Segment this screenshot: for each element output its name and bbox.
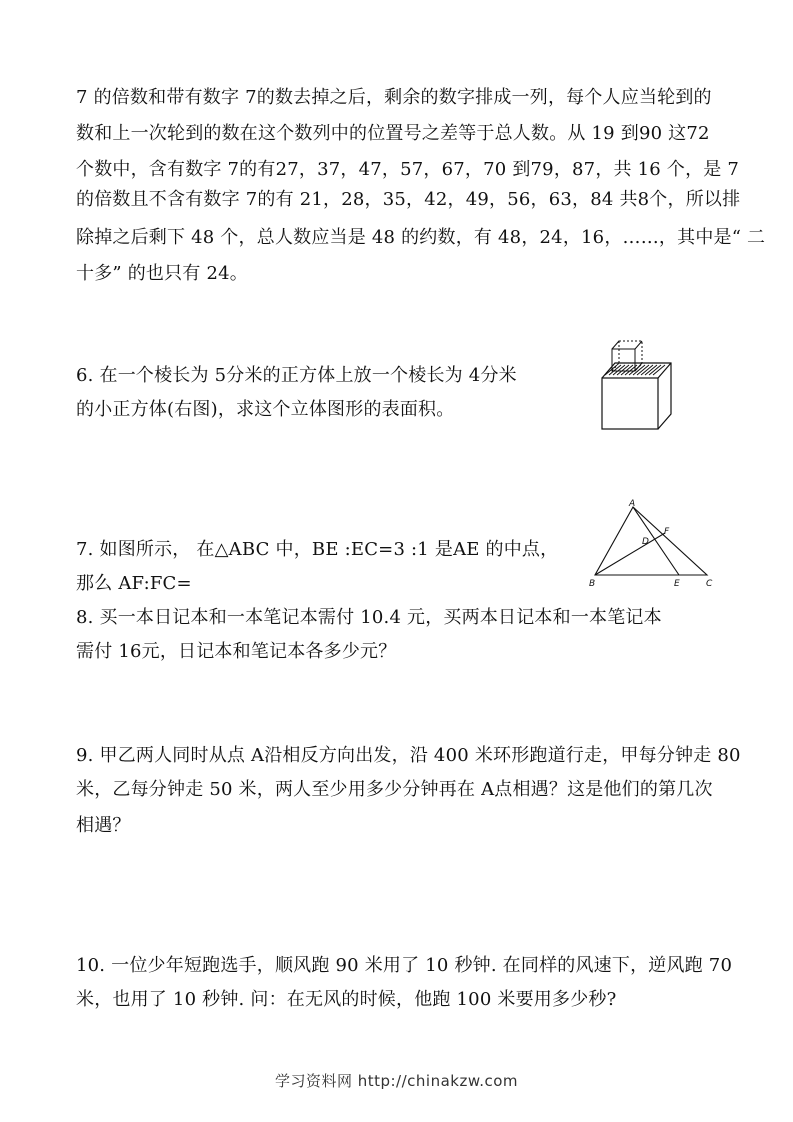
segment-bf <box>595 533 665 575</box>
intro-line-5: 除掉之后剩下 48 个，总人数应当是 48 的约数，有 48，24，16，……，其中是“ 二 <box>76 227 766 248</box>
label-a: A <box>629 499 636 509</box>
label-c: C <box>706 579 713 589</box>
intro-line-2: 数和上一次轮到的数在这个数列中的位置号之差等于总人数。从 19 到90 这72 <box>76 123 710 144</box>
segment-ae <box>633 507 679 575</box>
intro-line-3: 个数中，含有数字 7的有27，37，47，57，67，70 到79，87，共 16 个，是 7 <box>76 159 740 180</box>
intro-line-4: 的倍数且不含有数字 7的有 21，28，35，42，49，56，63，84 共8个，所以排 <box>76 189 741 210</box>
question-9-line-1: 9. 甲乙两人同时从点 A沿相反方向出发，沿 400 米环形跑道行走，甲每分钟走 80 <box>76 745 741 766</box>
question-9-line-3: 相遇？ <box>76 815 131 836</box>
question-6-line-2: 的小正方体(右图)，求这个立体图形的表面积。 <box>76 399 455 420</box>
question-7-line-2: 那么 AF:FC= <box>76 573 192 594</box>
page-footer: 学习资料网 http://chinakzw.com <box>274 1072 519 1090</box>
question-9-line-2: 米，乙每分钟走 50 米，两人至少用多少分钟再在 A点相遇？这是他们的第几次 <box>76 779 713 800</box>
intro-line-1: 7 的倍数和带有数字 7的数去掉之后，剩余的数字排成一列，每个人应当轮到的 <box>76 87 712 108</box>
triangle-abc-figure <box>585 498 717 590</box>
question-10-line-1: 10. 一位少年短跑选手，顺风跑 90 米用了 10 秒钟. 在同样的风速下，逆风跑 70 <box>76 955 733 976</box>
stacked-cubes-figure <box>595 334 690 436</box>
question-8-line-2: 需付 16元，日记本和笔记本各多少元？ <box>76 641 397 662</box>
question-6-line-1: 6. 在一个棱长为 5分米的正方体上放一个棱长为 4分米 <box>76 365 517 386</box>
question-7-line-1: 7. 如图所示， 在△ABC 中，BE :EC=3 :1 是AE 的中点， <box>76 539 559 560</box>
question-8-line-1: 8. 买一本日记本和一本笔记本需付 10.4 元，买两本日记本和一本笔记本 <box>76 607 662 628</box>
intro-line-6: 十多” 的也只有 24。 <box>76 263 248 284</box>
label-b: B <box>589 579 596 589</box>
label-e: E <box>674 579 680 589</box>
large-cube-shape <box>602 363 671 429</box>
question-10-line-2: 米，也用了 10 秒钟. 问：在无风的时候，他跑 100 米要用多少秒? <box>76 989 617 1010</box>
label-f: F <box>664 527 670 537</box>
top-face-hatching <box>605 365 665 375</box>
label-d: D <box>642 537 649 547</box>
